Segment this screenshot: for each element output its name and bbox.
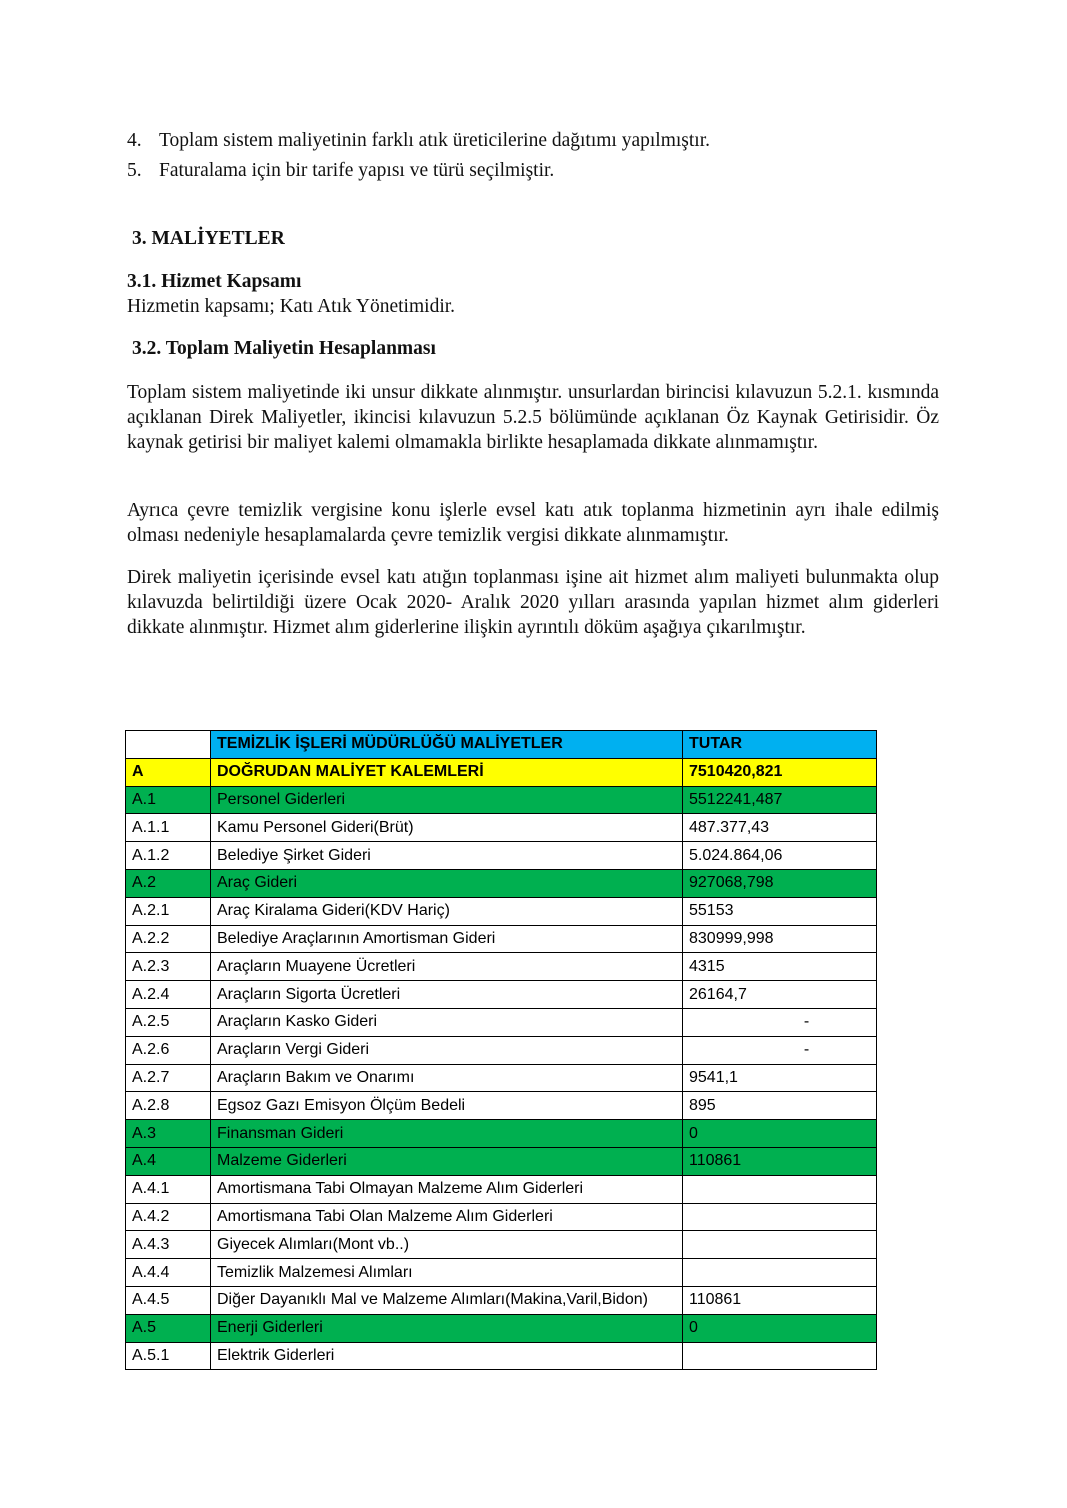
table-row bbox=[126, 814, 877, 842]
table-row bbox=[126, 1286, 877, 1314]
row-code: A.4.1 bbox=[126, 1175, 211, 1203]
row-name: Araç Gideri bbox=[211, 869, 683, 897]
table-row bbox=[126, 1120, 877, 1148]
row-code: A.2.8 bbox=[126, 1092, 211, 1120]
table-row bbox=[126, 1036, 877, 1064]
row-amount: - bbox=[683, 1008, 877, 1036]
row-name: Araçların Vergi Gideri bbox=[211, 1036, 683, 1064]
row-amount bbox=[683, 1259, 877, 1287]
table-row bbox=[126, 869, 877, 897]
table-row bbox=[126, 925, 877, 953]
row-name: Araçların Kasko Gideri bbox=[211, 1008, 683, 1036]
row-code: A.3 bbox=[126, 1120, 211, 1148]
table-row bbox=[126, 758, 877, 786]
table-row bbox=[126, 1342, 877, 1370]
cost-table bbox=[125, 730, 877, 1370]
paragraph: Direk maliyetin içerisinde evsel katı atığın toplanması işine ait hizmet alım maliyeti bulunmakta olup kılavuzda belirtildiği üzere Ocak 2020- Aralık 2020 yılları arasında yapılan hizmet alım giderleri dikkate alınmıştır. Hizmet alım giderlerine ilişkin ayrıntılı döküm aşağıya çıkarılmıştır. bbox=[127, 567, 939, 638]
list-number: 4. bbox=[127, 130, 142, 151]
row-amount: 110861 bbox=[683, 1147, 877, 1175]
row-code: A.4.2 bbox=[126, 1203, 211, 1231]
row-code: A.1 bbox=[126, 786, 211, 814]
list-item bbox=[127, 156, 710, 186]
scope-text: Hizmetin kapsamı; Katı Atık Yönetimidir. bbox=[127, 296, 456, 317]
row-code: A.2.6 bbox=[126, 1036, 211, 1064]
row-name: Kamu Personel Gideri(Brüt) bbox=[211, 814, 683, 842]
row-name: Enerji Giderleri bbox=[211, 1314, 683, 1342]
row-amount: 4315 bbox=[683, 953, 877, 981]
row-amount: 110861 bbox=[683, 1286, 877, 1314]
row-name: Elektrik Giderleri bbox=[211, 1342, 683, 1370]
table-row bbox=[126, 1092, 877, 1120]
row-name: Temizlik Malzemesi Alımları bbox=[211, 1259, 683, 1287]
row-name: Amortismana Tabi Olan Malzeme Alım Giderleri bbox=[211, 1203, 683, 1231]
row-amount: - bbox=[683, 1036, 877, 1064]
row-name: Egsoz Gazı Emisyon Ölçüm Bedeli bbox=[211, 1092, 683, 1120]
row-code: A.4.4 bbox=[126, 1259, 211, 1287]
row-name: Araç Kiralama Gideri(KDV Hariç) bbox=[211, 897, 683, 925]
row-amount: 0 bbox=[683, 1120, 877, 1148]
row-amount: 927068,798 bbox=[683, 869, 877, 897]
row-amount: 5512241,487 bbox=[683, 786, 877, 814]
row-amount: 7510420,821 bbox=[683, 758, 877, 786]
row-code: A.2.7 bbox=[126, 1064, 211, 1092]
row-code: A.4 bbox=[126, 1147, 211, 1175]
row-amount bbox=[683, 1231, 877, 1259]
row-name: DOĞRUDAN MALİYET KALEMLERİ bbox=[211, 758, 683, 786]
row-name: Belediye Araçlarının Amortisman Gideri bbox=[211, 925, 683, 953]
row-name: Amortismana Tabi Olmayan Malzeme Alım Giderleri bbox=[211, 1175, 683, 1203]
row-amount bbox=[683, 1342, 877, 1370]
table-row bbox=[126, 1147, 877, 1175]
table-row bbox=[126, 786, 877, 814]
table-row bbox=[126, 1064, 877, 1092]
row-name: Araçların Muayene Ücretleri bbox=[211, 953, 683, 981]
row-code: A.4.3 bbox=[126, 1231, 211, 1259]
row-code: A.2.3 bbox=[126, 953, 211, 981]
row-name: Araçların Bakım ve Onarımı bbox=[211, 1064, 683, 1092]
row-amount: 55153 bbox=[683, 897, 877, 925]
row-code: A bbox=[126, 758, 211, 786]
row-code: A.5 bbox=[126, 1314, 211, 1342]
row-amount: 0 bbox=[683, 1314, 877, 1342]
section-title: 3. MALİYETLER bbox=[132, 228, 285, 249]
row-name: Diğer Dayanıklı Mal ve Malzeme Alımları(Makina,Varil,Bidon) bbox=[211, 1286, 683, 1314]
table-row bbox=[126, 1259, 877, 1287]
row-name: Araçların Sigorta Ücretleri bbox=[211, 981, 683, 1009]
table-row bbox=[126, 953, 877, 981]
row-amount: 5.024.864,06 bbox=[683, 842, 877, 870]
row-code: A.4.5 bbox=[126, 1286, 211, 1314]
header-code bbox=[126, 731, 211, 759]
list-text: Faturalama için bir tarife yapısı ve türü seçilmiştir. bbox=[159, 160, 555, 181]
table-row bbox=[126, 1175, 877, 1203]
row-amount: 895 bbox=[683, 1092, 877, 1120]
row-amount: 26164,7 bbox=[683, 981, 877, 1009]
table-row bbox=[126, 1231, 877, 1259]
subsection-title-scope: 3.1. Hizmet Kapsamı bbox=[127, 271, 302, 292]
row-name: Finansman Gideri bbox=[211, 1120, 683, 1148]
table-row bbox=[126, 897, 877, 925]
row-name: Malzeme Giderleri bbox=[211, 1147, 683, 1175]
row-amount bbox=[683, 1175, 877, 1203]
table-row bbox=[126, 981, 877, 1009]
numbered-list bbox=[127, 126, 710, 186]
table-row bbox=[126, 842, 877, 870]
row-code: A.2.4 bbox=[126, 981, 211, 1009]
row-amount: 9541,1 bbox=[683, 1064, 877, 1092]
row-code: A.1.2 bbox=[126, 842, 211, 870]
row-code: A.2.1 bbox=[126, 897, 211, 925]
row-amount bbox=[683, 1203, 877, 1231]
row-code: A.2.2 bbox=[126, 925, 211, 953]
subsection-title-cost: 3.2. Toplam Maliyetin Hesaplanması bbox=[132, 338, 436, 359]
table-row bbox=[126, 1314, 877, 1342]
row-amount: 487.377,43 bbox=[683, 814, 877, 842]
row-name: Belediye Şirket Gideri bbox=[211, 842, 683, 870]
list-item bbox=[127, 126, 710, 156]
list-number: 5. bbox=[127, 160, 142, 181]
header-name: TEMİZLİK İŞLERİ MÜDÜRLÜĞÜ MALİYETLER bbox=[211, 731, 683, 759]
header-amount: TUTAR bbox=[683, 731, 877, 759]
table-row bbox=[126, 1203, 877, 1231]
table-row bbox=[126, 1008, 877, 1036]
paragraph: Toplam sistem maliyetinde iki unsur dikkate alınmıştır. unsurlardan birincisi kılavuzun 5.2.1. kısmında açıklanan Direk Maliyetler, ikincisi kılavuzun 5.2.5 bölümünde açıklanan Öz Kaynak Getirisidir. Öz kaynak getirisi bir maliyet kalemi olmamakla birlikte hesaplamada dikkate alınmamıştır. bbox=[127, 382, 939, 453]
paragraph: Ayrıca çevre temizlik vergisine konu işlerle evsel katı atık toplanma hizmetinin ayrı ihale edilmiş olması nedeniyle hesaplamalarda çevre temizlik vergisi dikkate alınmamıştır. bbox=[127, 500, 939, 546]
row-code: A.1.1 bbox=[126, 814, 211, 842]
list-text: Toplam sistem maliyetinin farklı atık üreticilerine dağıtımı yapılmıştır. bbox=[159, 130, 711, 151]
row-code: A.2 bbox=[126, 869, 211, 897]
row-code: A.5.1 bbox=[126, 1342, 211, 1370]
table-header-row bbox=[126, 731, 877, 759]
row-name: Personel Giderleri bbox=[211, 786, 683, 814]
row-amount: 830999,998 bbox=[683, 925, 877, 953]
row-name: Giyecek Alımları(Mont vb..) bbox=[211, 1231, 683, 1259]
row-code: A.2.5 bbox=[126, 1008, 211, 1036]
